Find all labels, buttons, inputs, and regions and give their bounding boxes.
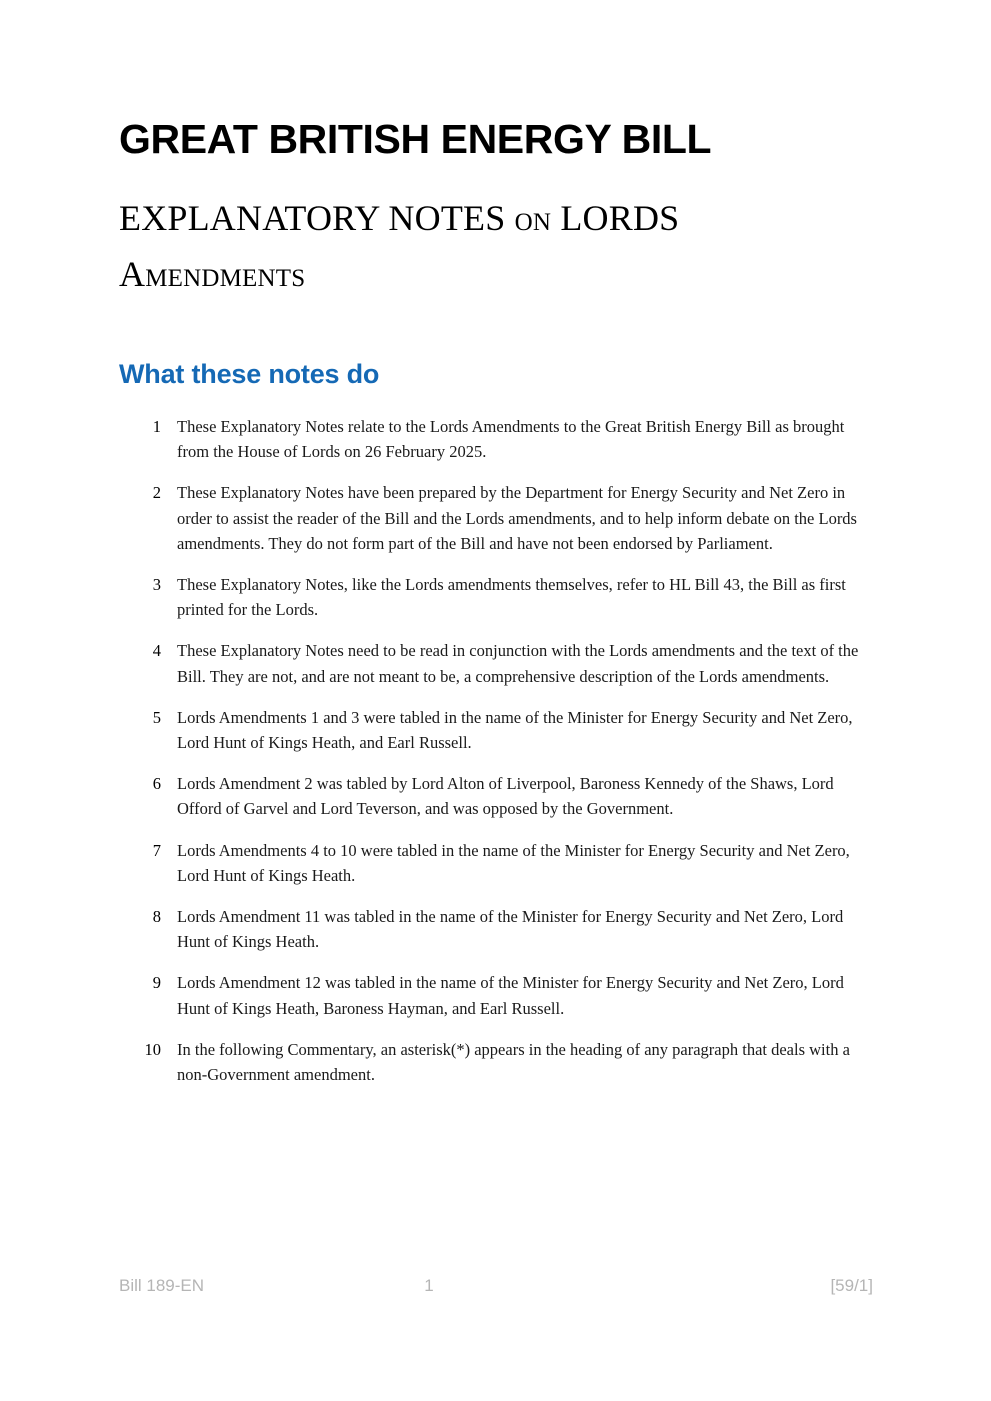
note-text: Lords Amendments 1 and 3 were tabled in the name of the Minister for Energy Security and Net Zero, Lord Hunt of Kings Heath, and Earl Russell. xyxy=(177,707,853,753)
note-number: 10 xyxy=(144,1039,161,1059)
note-text: These Explanatory Notes relate to the Lords Amendments to the Great British Energy Bill as brought from the House of Lords on 26 February 2025. xyxy=(177,417,845,462)
explanatory-notes-list xyxy=(119,414,879,1087)
note-number: 9 xyxy=(152,973,161,993)
footer-document-reference: [59/1] xyxy=(830,1276,873,1295)
section-heading-what-these-notes-do: What these notes do xyxy=(119,359,380,389)
note-number: 2 xyxy=(152,483,161,503)
note-number: 1 xyxy=(152,417,161,436)
document-subtitle xyxy=(119,190,899,302)
subtitle-main-text: EXPLANATORY NOTES xyxy=(119,198,506,238)
note-number: 6 xyxy=(152,774,161,794)
note-number: 7 xyxy=(152,840,161,860)
list-item xyxy=(119,638,879,688)
note-text: In the following Commentary, an asterisk(*) appears in the heading of any paragraph that deals with a non-Government amendment. xyxy=(177,1039,850,1085)
note-number: 4 xyxy=(152,641,161,661)
list-item xyxy=(119,838,879,888)
list-item xyxy=(119,1037,879,1087)
note-text: These Explanatory Notes, like the Lords amendments themselves, refer to HL Bill 43, the Bill as first printed for the Lords. xyxy=(177,575,846,620)
list-item xyxy=(119,970,879,1020)
list-item xyxy=(119,771,879,821)
note-text: Lords Amendments 4 to 10 were tabled in the name of the Minister for Energy Security and Net Zero, Lord Hunt of Kings Heath. xyxy=(177,840,850,885)
note-text: Lords Amendment 2 was tabled by Lord Alton of Liverpool, Baroness Kennedy of the Shaws, Lord Offord of Garvel and Lord Teverson, and was opposed by the Government. xyxy=(177,774,834,819)
note-text: Lords Amendment 11 was tabled in the name of the Minister for Energy Security and Net Zero, Lord Hunt of Kings Heath. xyxy=(177,907,844,952)
list-item xyxy=(119,480,879,556)
list-item xyxy=(119,705,879,755)
subtitle-line-2: Amendments xyxy=(119,254,306,294)
subtitle-connector-text: on xyxy=(514,198,552,238)
note-number: 5 xyxy=(152,707,161,727)
list-item xyxy=(119,572,879,622)
list-item xyxy=(119,904,879,954)
footer-bill-reference: Bill 189-EN xyxy=(119,1276,205,1295)
footer-page-number: 1 xyxy=(424,1276,434,1295)
subtitle-tail-text: LORDS xyxy=(560,198,680,238)
note-text: Lords Amendment 12 was tabled in the name of the Minister for Energy Security and Net Zero, Lord Hunt of Kings Heath, Baroness Hayman, and Earl Russell. xyxy=(177,973,844,1018)
list-item xyxy=(119,414,879,464)
note-text: These Explanatory Notes have been prepared by the Department for Energy Security and Net Zero in order to assist the reader of the Bill and the Lords amendments, and to help inform debate on the Lords amendments. They do not form part of the Bill and have not been endorsed by Parliament. xyxy=(177,483,857,553)
subtitle-line-1 xyxy=(119,190,899,246)
note-number: 3 xyxy=(152,575,161,595)
page-footer xyxy=(119,1274,873,1298)
note-text: These Explanatory Notes need to be read in conjunction with the Lords amendments and the text of the Bill. They are not, and are not meant to be, a comprehensive description of the Lords amendments. xyxy=(177,641,859,686)
page-title: GREAT BRITISH ENERGY BILL xyxy=(119,116,712,162)
note-number: 8 xyxy=(152,907,161,927)
